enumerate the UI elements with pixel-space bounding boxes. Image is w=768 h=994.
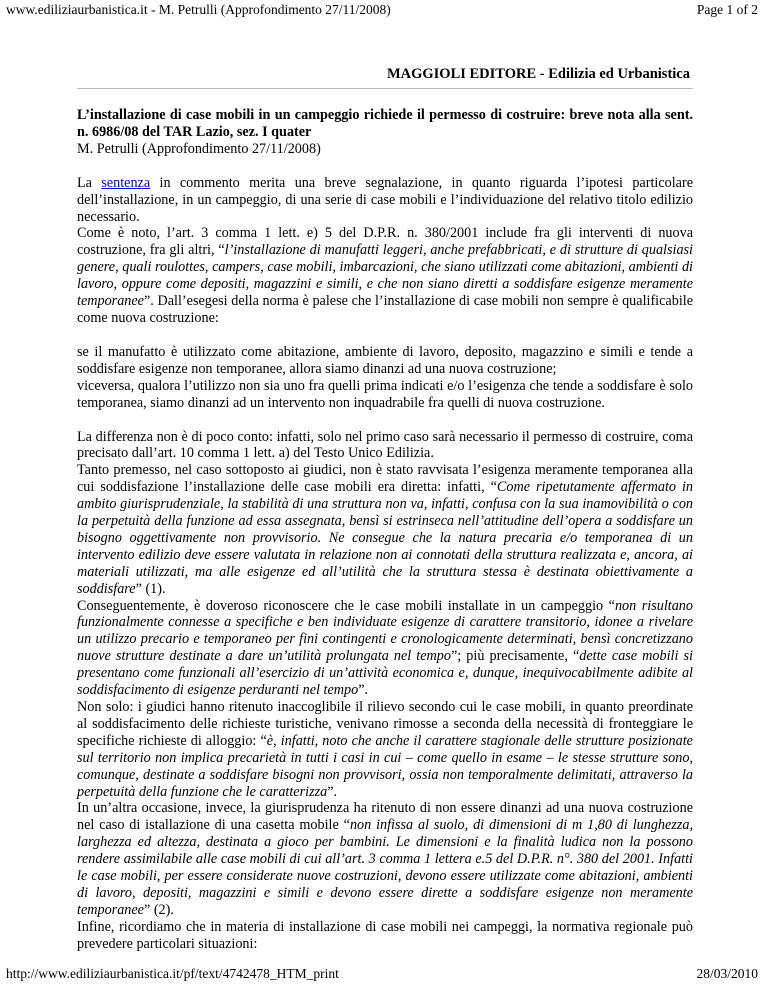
print-footer-url: http://www.ediliziaurbanistica.it/pf/text/4742478_HTM_print — [6, 966, 339, 981]
text-fragment: Come è noto, l’art. 3 comma 1 lett. e) 5 del D.P.R. n. 380/2001 include fra gli interventi di nuova costruzione, fra gli altri, “ — [77, 225, 693, 259]
paragraph-consequently — [77, 598, 693, 699]
text-fragment: ”. — [327, 783, 338, 800]
text-fragment: La — [77, 174, 102, 191]
paragraph-intro — [77, 175, 693, 226]
paragraph-case-new-construction: se il manufatto è utilizzato come abitazione, ambiente di lavoro, deposito, magazzino e simili e tende a soddisfare esigenze non temporanee, allora siamo dinanzi ad una nuova costruzione; — [77, 343, 693, 377]
text-fragment: in commento merita una breve segnalazione, in quanto riguarda l’ipotesi particolare dell’installazione, in un campeggio, di una serie di case mobili e l’individuazione del relativo titolo edilizio necessario. — [77, 174, 693, 225]
text-fragment: Tanto premesso, nel caso sottoposto ai giudici, non è stato ravvisata l’esigenza meramente temporanea alla cui soddisfazione l’installazione delle case mobili era diretta: infatti, “ — [77, 462, 693, 496]
text-fragment: Non solo: i giudici hanno ritenuto inaccoglibile il rilievo secondo cui le case mobili, in quanto preordinate al soddisfacimento delle richieste turistiche, venivano rimosse a seconda della necessità di fronteggiare le specifiche richieste di alloggio: “ — [77, 699, 693, 749]
article-byline: M. Petrulli (Approfondimento 27/11/2008) — [77, 140, 321, 157]
paragraph-norm — [77, 225, 693, 326]
text-fragment: ” (2). — [143, 901, 174, 918]
quoted-text: Come ripetutamente affermato in ambito giurisprudenziale, la stabilità di una struttura non va, infatti, confusa con la sua inamovibilità o con la perpetuità della funzione ad essa assegnata, bensì si estrinseca nell’attitudine dell’opera a soddisfare un bisogno oggettivamente non provvisorio. Ne consegue che la natura precaria e/o temporanea di un intervento edilizio deve essere valutata in relazione non ai connotati della struttura realizzata e, ancora, ai materiali utilizzati, ma alle esigenze ed all’utilità che la struttura stessa è destinata obiettivamente a soddisfare — [77, 479, 694, 597]
article-body — [77, 107, 693, 953]
header-divider — [77, 88, 693, 89]
text-fragment: ”. Dall’esegesi della norma è palese che l’installazione di case mobili non sempre è qualificabile come nuova costruzione: — [77, 293, 693, 326]
page-number: Page 1 of 2 — [696, 2, 758, 17]
quoted-text: non infissa al suolo, di dimensioni di m 1,80 di lunghezza, larghezza ed altezza, destinata a gioco per bambini. Le dimensioni e la finalità ludica non la possono rendere assimilabile alle case mobili di cui all’art. 3 comma 1 lettera e.5 del D.P.R. n°. 380 del 2001. Infatti le case mobili, per essere considerate nuove costruzioni, devono essere utilizzate come abitazioni, ambienti di lavoro, depositi, magazzini e simili e devono essere dirette a soddisfare esigenze non meramente temporanee — [77, 817, 694, 918]
paragraph-regional: Infine, ricordiamo che in materia di installazione di case mobili nei campeggi, la normativa regionale può prevedere particolari situazioni: — [77, 918, 693, 952]
paragraph-case-temporary: viceversa, qualora l’utilizzo non sia uno fra quelli prima indicati e/o l’esigenza che tende a soddisfare è solo temporanea, siamo dinanzi ad un intervento non inquadrabile fra quelli di nuova costruzione. — [77, 377, 693, 411]
text-fragment: ” (1). — [135, 580, 166, 597]
paragraph-difference: La differenza non è di poco conto: infatti, solo nel primo caso sarà necessario il permesso di costruire, coma precisato dall’art. 10 comma 1 lett. a) del Testo Unico Edilizia. — [77, 428, 693, 462]
article-title: L’installazione di case mobili in un campeggio richiede il permesso di costruire: breve nota alla sent. n. 6986/08 del TAR Lazio, sez. I quater — [77, 107, 693, 140]
quoted-text: non risultano funzionalmente connesse a specifiche e ben individuate esigenze di carattere transitorio, idonee a rivelare un utilizzo precario e temporaneo per fini contingenti e cronologicamente determinati, bensì concretizzano nuove strutture destinate a dare un’utilità prolungata nel tempo — [77, 597, 693, 665]
text-fragment: In un’altra occasione, invece, la giurisprudenza ha ritenuto di non essere dinanzi ad una nuova costruzione nel caso di istallazione di una casetta mobile “ — [77, 800, 693, 834]
publisher-title: MAGGIOLI EDITORE - Edilizia ed Urbanistica — [386, 66, 690, 82]
print-date: 28/03/2010 — [696, 966, 758, 981]
sentenza-link[interactable]: sentenza — [101, 174, 151, 191]
quoted-text: è, infatti, noto che anche il carattere stagionale delle strutture posizionate sul territorio non implica precarietà in tutti i casi in cui – come quello in esame – le stesse strutture sono, comunque, destinate a soddisfare bisogni non provvisori, ossia non temporalmente delimitati, attraverso la perpetuità della funzione che le caratterizza — [77, 732, 693, 800]
text-fragment: ”; più precisamente, “ — [450, 648, 580, 665]
quoted-text: l’installazione di manufatti leggeri, anche prefabbricati, e di strutture di qualsiasi genere, quali roulottes, campers, case mobili, imbarcazioni, che siano utilizzati come abitazioni, ambienti di lavoro, oppure come depositi, magazzini e simili, e che non siano diretti a soddisfare esigenze meramente temporanee — [77, 242, 693, 310]
quoted-text: dette case mobili si presentano come funzionali all’esercizio di un’attività economica e, dunque, inequivocabilmente adibite al soddisfacimento di esigenze perduranti nel tempo — [77, 648, 693, 699]
paragraph-other-case — [77, 800, 693, 918]
print-header-url: www.ediliziaurbanistica.it - M. Petrulli (Approfondimento 27/11/2008) — [6, 2, 391, 17]
paragraph-judges — [77, 462, 693, 597]
text-fragment: Conseguentemente, è doveroso riconoscere che le case mobili installate in un campeggio “ — [77, 597, 615, 614]
text-fragment: ”. — [358, 682, 369, 699]
paragraph-seasonal — [77, 699, 693, 800]
